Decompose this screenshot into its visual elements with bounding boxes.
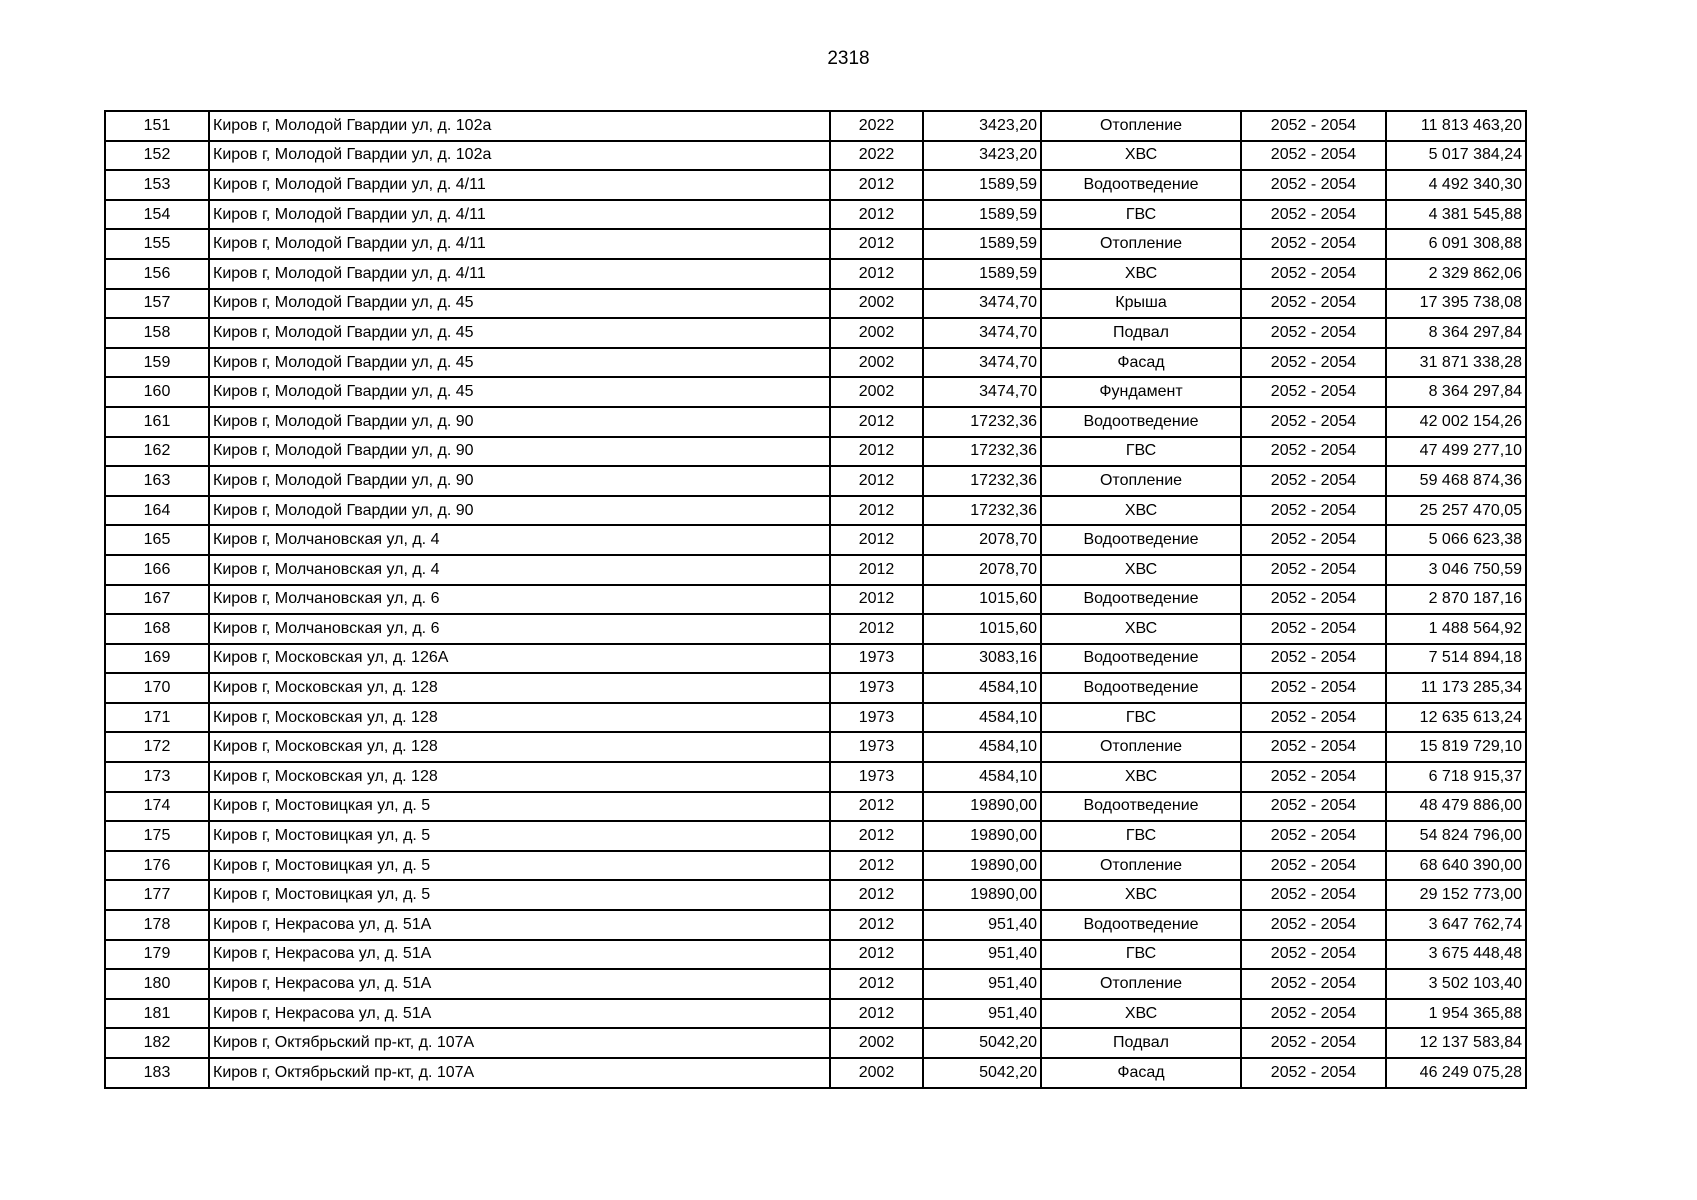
address-cell: Киров г, Московская ул, д. 128: [209, 703, 830, 733]
work-type-cell: ХВС: [1041, 259, 1241, 289]
work-type-cell: Водоотведение: [1041, 525, 1241, 555]
period-cell: 2052 - 2054: [1241, 880, 1386, 910]
cost-cell: 68 640 390,00: [1386, 851, 1526, 881]
year-cell: 2012: [830, 999, 923, 1029]
table-row: [105, 377, 1526, 407]
table-row: [105, 732, 1526, 762]
cost-cell: 46 249 075,28: [1386, 1058, 1526, 1088]
row-number-cell: 164: [105, 496, 209, 526]
row-number-cell: 183: [105, 1058, 209, 1088]
work-type-cell: Фасад: [1041, 1058, 1241, 1088]
cost-cell: 11 813 463,20: [1386, 111, 1526, 141]
period-cell: 2052 - 2054: [1241, 259, 1386, 289]
area-cell: 4584,10: [923, 762, 1041, 792]
year-cell: 1973: [830, 762, 923, 792]
row-number-cell: 167: [105, 585, 209, 615]
area-cell: 17232,36: [923, 407, 1041, 437]
area-cell: 1589,59: [923, 259, 1041, 289]
cost-cell: 3 046 750,59: [1386, 555, 1526, 585]
cost-cell: 3 647 762,74: [1386, 910, 1526, 940]
address-cell: Киров г, Октябрьский пр-кт, д. 107А: [209, 1058, 830, 1088]
row-number-cell: 154: [105, 200, 209, 230]
period-cell: 2052 - 2054: [1241, 555, 1386, 585]
area-cell: 2078,70: [923, 555, 1041, 585]
cost-cell: 15 819 729,10: [1386, 732, 1526, 762]
work-type-cell: ХВС: [1041, 762, 1241, 792]
area-cell: 3423,20: [923, 141, 1041, 171]
row-number-cell: 161: [105, 407, 209, 437]
row-number-cell: 179: [105, 940, 209, 970]
period-cell: 2052 - 2054: [1241, 969, 1386, 999]
row-number-cell: 176: [105, 851, 209, 881]
work-type-cell: Водоотведение: [1041, 910, 1241, 940]
work-type-cell: Водоотведение: [1041, 585, 1241, 615]
area-cell: 3474,70: [923, 348, 1041, 378]
address-cell: Киров г, Октябрьский пр-кт, д. 107А: [209, 1028, 830, 1058]
area-cell: 2078,70: [923, 525, 1041, 555]
area-cell: 1015,60: [923, 585, 1041, 615]
row-number-cell: 162: [105, 437, 209, 467]
address-cell: Киров г, Московская ул, д. 126А: [209, 644, 830, 674]
table-row: [105, 555, 1526, 585]
year-cell: 2012: [830, 940, 923, 970]
work-type-cell: Водоотведение: [1041, 792, 1241, 822]
table-row: [105, 407, 1526, 437]
address-cell: Киров г, Молчановская ул, д. 4: [209, 555, 830, 585]
period-cell: 2052 - 2054: [1241, 614, 1386, 644]
row-number-cell: 182: [105, 1028, 209, 1058]
row-number-cell: 169: [105, 644, 209, 674]
year-cell: 2012: [830, 614, 923, 644]
year-cell: 2012: [830, 229, 923, 259]
period-cell: 2052 - 2054: [1241, 703, 1386, 733]
period-cell: 2052 - 2054: [1241, 644, 1386, 674]
year-cell: 2002: [830, 318, 923, 348]
row-number-cell: 157: [105, 289, 209, 319]
cost-cell: 12 137 583,84: [1386, 1028, 1526, 1058]
work-type-cell: Отопление: [1041, 732, 1241, 762]
work-type-cell: Отопление: [1041, 229, 1241, 259]
work-type-cell: ХВС: [1041, 141, 1241, 171]
year-cell: 2002: [830, 377, 923, 407]
table-row: [105, 792, 1526, 822]
period-cell: 2052 - 2054: [1241, 792, 1386, 822]
row-number-cell: 152: [105, 141, 209, 171]
period-cell: 2052 - 2054: [1241, 170, 1386, 200]
cost-cell: 4 492 340,30: [1386, 170, 1526, 200]
year-cell: 2012: [830, 170, 923, 200]
address-cell: Киров г, Московская ул, д. 128: [209, 732, 830, 762]
period-cell: 2052 - 2054: [1241, 318, 1386, 348]
row-number-cell: 159: [105, 348, 209, 378]
year-cell: 2012: [830, 259, 923, 289]
period-cell: 2052 - 2054: [1241, 940, 1386, 970]
cost-cell: 54 824 796,00: [1386, 821, 1526, 851]
cost-cell: 3 675 448,48: [1386, 940, 1526, 970]
address-cell: Киров г, Молодой Гвардии ул, д. 102а: [209, 111, 830, 141]
address-cell: Киров г, Мостовицкая ул, д. 5: [209, 851, 830, 881]
period-cell: 2052 - 2054: [1241, 437, 1386, 467]
row-number-cell: 163: [105, 466, 209, 496]
year-cell: 2002: [830, 289, 923, 319]
work-type-cell: ГВС: [1041, 821, 1241, 851]
period-cell: 2052 - 2054: [1241, 348, 1386, 378]
table-row: [105, 703, 1526, 733]
table-row: [105, 644, 1526, 674]
year-cell: 2002: [830, 1058, 923, 1088]
year-cell: 2012: [830, 880, 923, 910]
work-type-cell: Крыша: [1041, 289, 1241, 319]
work-type-cell: Отопление: [1041, 111, 1241, 141]
area-cell: 19890,00: [923, 880, 1041, 910]
address-cell: Киров г, Мостовицкая ул, д. 5: [209, 821, 830, 851]
period-cell: 2052 - 2054: [1241, 851, 1386, 881]
area-cell: 3474,70: [923, 289, 1041, 319]
table-row: [105, 673, 1526, 703]
table-row: [105, 762, 1526, 792]
row-number-cell: 170: [105, 673, 209, 703]
row-number-cell: 160: [105, 377, 209, 407]
row-number-cell: 156: [105, 259, 209, 289]
area-cell: 5042,20: [923, 1028, 1041, 1058]
year-cell: 2012: [830, 792, 923, 822]
row-number-cell: 180: [105, 969, 209, 999]
period-cell: 2052 - 2054: [1241, 1028, 1386, 1058]
table-row: [105, 229, 1526, 259]
year-cell: 2012: [830, 555, 923, 585]
row-number-cell: 178: [105, 910, 209, 940]
cost-cell: 12 635 613,24: [1386, 703, 1526, 733]
address-cell: Киров г, Некрасова ул, д. 51А: [209, 910, 830, 940]
area-cell: 4584,10: [923, 732, 1041, 762]
work-type-cell: ГВС: [1041, 703, 1241, 733]
table-row: [105, 585, 1526, 615]
row-number-cell: 181: [105, 999, 209, 1029]
year-cell: 2022: [830, 141, 923, 171]
address-cell: Киров г, Молодой Гвардии ул, д. 4/11: [209, 259, 830, 289]
work-type-cell: Подвал: [1041, 1028, 1241, 1058]
table-row: [105, 880, 1526, 910]
address-cell: Киров г, Молчановская ул, д. 6: [209, 614, 830, 644]
address-cell: Киров г, Московская ул, д. 128: [209, 673, 830, 703]
page-number: 2318: [827, 48, 870, 69]
address-cell: Киров г, Молодой Гвардии ул, д. 4/11: [209, 229, 830, 259]
row-number-cell: 165: [105, 525, 209, 555]
year-cell: 1973: [830, 732, 923, 762]
table-row: [105, 318, 1526, 348]
cost-cell: 2 329 862,06: [1386, 259, 1526, 289]
area-cell: 3474,70: [923, 318, 1041, 348]
work-type-cell: ГВС: [1041, 200, 1241, 230]
work-type-cell: ГВС: [1041, 437, 1241, 467]
row-number-cell: 155: [105, 229, 209, 259]
cost-cell: 17 395 738,08: [1386, 289, 1526, 319]
year-cell: 2012: [830, 910, 923, 940]
period-cell: 2052 - 2054: [1241, 200, 1386, 230]
area-cell: 3423,20: [923, 111, 1041, 141]
year-cell: 2022: [830, 111, 923, 141]
period-cell: 2052 - 2054: [1241, 673, 1386, 703]
area-cell: 3083,16: [923, 644, 1041, 674]
table-row: [105, 170, 1526, 200]
work-type-cell: ХВС: [1041, 999, 1241, 1029]
table-row: [105, 614, 1526, 644]
period-cell: 2052 - 2054: [1241, 732, 1386, 762]
work-type-cell: Водоотведение: [1041, 407, 1241, 437]
area-cell: 19890,00: [923, 792, 1041, 822]
address-cell: Киров г, Молодой Гвардии ул, д. 102а: [209, 141, 830, 171]
address-cell: Киров г, Молодой Гвардии ул, д. 4/11: [209, 170, 830, 200]
table-row: [105, 141, 1526, 171]
address-cell: Киров г, Молодой Гвардии ул, д. 45: [209, 289, 830, 319]
address-cell: Киров г, Молчановская ул, д. 4: [209, 525, 830, 555]
cost-cell: 42 002 154,26: [1386, 407, 1526, 437]
table-row: [105, 1028, 1526, 1058]
cost-cell: 29 152 773,00: [1386, 880, 1526, 910]
cost-cell: 4 381 545,88: [1386, 200, 1526, 230]
row-number-cell: 171: [105, 703, 209, 733]
area-cell: 951,40: [923, 940, 1041, 970]
period-cell: 2052 - 2054: [1241, 407, 1386, 437]
area-cell: 19890,00: [923, 821, 1041, 851]
work-type-cell: Фундамент: [1041, 377, 1241, 407]
area-cell: 1589,59: [923, 229, 1041, 259]
area-cell: 1015,60: [923, 614, 1041, 644]
address-cell: Киров г, Молодой Гвардии ул, д. 90: [209, 466, 830, 496]
cost-cell: 1 488 564,92: [1386, 614, 1526, 644]
table-row: [105, 200, 1526, 230]
address-cell: Киров г, Мостовицкая ул, д. 5: [209, 792, 830, 822]
row-number-cell: 172: [105, 732, 209, 762]
period-cell: 2052 - 2054: [1241, 496, 1386, 526]
period-cell: 2052 - 2054: [1241, 141, 1386, 171]
period-cell: 2052 - 2054: [1241, 111, 1386, 141]
cost-cell: 6 091 308,88: [1386, 229, 1526, 259]
work-type-cell: ХВС: [1041, 614, 1241, 644]
cost-cell: 5 066 623,38: [1386, 525, 1526, 555]
year-cell: 2012: [830, 969, 923, 999]
address-cell: Киров г, Молодой Гвардии ул, д. 45: [209, 377, 830, 407]
work-type-cell: Отопление: [1041, 969, 1241, 999]
cost-cell: 7 514 894,18: [1386, 644, 1526, 674]
area-cell: 951,40: [923, 910, 1041, 940]
year-cell: 2012: [830, 585, 923, 615]
work-type-cell: ХВС: [1041, 496, 1241, 526]
table-row: [105, 466, 1526, 496]
work-type-cell: Отопление: [1041, 466, 1241, 496]
area-cell: 5042,20: [923, 1058, 1041, 1088]
year-cell: 2012: [830, 407, 923, 437]
register-body: [105, 111, 1526, 1088]
year-cell: 2002: [830, 348, 923, 378]
table-row: [105, 821, 1526, 851]
work-type-cell: Подвал: [1041, 318, 1241, 348]
address-cell: Киров г, Мостовицкая ул, д. 5: [209, 880, 830, 910]
year-cell: 2012: [830, 466, 923, 496]
register-table: [104, 110, 1527, 1089]
period-cell: 2052 - 2054: [1241, 377, 1386, 407]
cost-cell: 31 871 338,28: [1386, 348, 1526, 378]
year-cell: 2012: [830, 496, 923, 526]
area-cell: 17232,36: [923, 496, 1041, 526]
work-type-cell: ХВС: [1041, 880, 1241, 910]
year-cell: 2012: [830, 821, 923, 851]
cost-cell: 6 718 915,37: [1386, 762, 1526, 792]
year-cell: 2012: [830, 525, 923, 555]
row-number-cell: 173: [105, 762, 209, 792]
work-type-cell: Отопление: [1041, 851, 1241, 881]
work-type-cell: Водоотведение: [1041, 673, 1241, 703]
table-row: [105, 851, 1526, 881]
area-cell: 1589,59: [923, 200, 1041, 230]
area-cell: 17232,36: [923, 437, 1041, 467]
period-cell: 2052 - 2054: [1241, 229, 1386, 259]
period-cell: 2052 - 2054: [1241, 585, 1386, 615]
table-row: [105, 259, 1526, 289]
table-row: [105, 910, 1526, 940]
address-cell: Киров г, Московская ул, д. 128: [209, 762, 830, 792]
year-cell: 1973: [830, 673, 923, 703]
row-number-cell: 177: [105, 880, 209, 910]
address-cell: Киров г, Некрасова ул, д. 51А: [209, 940, 830, 970]
table-row: [105, 437, 1526, 467]
work-type-cell: ГВС: [1041, 940, 1241, 970]
cost-cell: 25 257 470,05: [1386, 496, 1526, 526]
area-cell: 17232,36: [923, 466, 1041, 496]
cost-cell: 3 502 103,40: [1386, 969, 1526, 999]
period-cell: 2052 - 2054: [1241, 466, 1386, 496]
cost-cell: 8 364 297,84: [1386, 377, 1526, 407]
address-cell: Киров г, Молодой Гвардии ул, д. 90: [209, 496, 830, 526]
work-type-cell: Водоотведение: [1041, 170, 1241, 200]
address-cell: Киров г, Молодой Гвардии ул, д. 4/11: [209, 200, 830, 230]
year-cell: 1973: [830, 644, 923, 674]
year-cell: 2002: [830, 1028, 923, 1058]
table-row: [105, 348, 1526, 378]
table-row: [105, 111, 1526, 141]
table-row: [105, 969, 1526, 999]
row-number-cell: 168: [105, 614, 209, 644]
row-number-cell: 158: [105, 318, 209, 348]
address-cell: Киров г, Некрасова ул, д. 51А: [209, 999, 830, 1029]
area-cell: 951,40: [923, 999, 1041, 1029]
area-cell: 19890,00: [923, 851, 1041, 881]
period-cell: 2052 - 2054: [1241, 289, 1386, 319]
address-cell: Киров г, Некрасова ул, д. 51А: [209, 969, 830, 999]
table-row: [105, 289, 1526, 319]
cost-cell: 48 479 886,00: [1386, 792, 1526, 822]
work-type-cell: ХВС: [1041, 555, 1241, 585]
address-cell: Киров г, Молодой Гвардии ул, д. 45: [209, 348, 830, 378]
row-number-cell: 166: [105, 555, 209, 585]
cost-cell: 2 870 187,16: [1386, 585, 1526, 615]
table-row: [105, 496, 1526, 526]
address-cell: Киров г, Молодой Гвардии ул, д. 90: [209, 437, 830, 467]
period-cell: 2052 - 2054: [1241, 762, 1386, 792]
cost-cell: 59 468 874,36: [1386, 466, 1526, 496]
period-cell: 2052 - 2054: [1241, 1058, 1386, 1088]
cost-cell: 8 364 297,84: [1386, 318, 1526, 348]
cost-cell: 1 954 365,88: [1386, 999, 1526, 1029]
address-cell: Киров г, Молодой Гвардии ул, д. 90: [209, 407, 830, 437]
period-cell: 2052 - 2054: [1241, 910, 1386, 940]
area-cell: 3474,70: [923, 377, 1041, 407]
year-cell: 1973: [830, 703, 923, 733]
row-number-cell: 151: [105, 111, 209, 141]
work-type-cell: Фасад: [1041, 348, 1241, 378]
row-number-cell: 153: [105, 170, 209, 200]
area-cell: 1589,59: [923, 170, 1041, 200]
address-cell: Киров г, Молчановская ул, д. 6: [209, 585, 830, 615]
period-cell: 2052 - 2054: [1241, 999, 1386, 1029]
period-cell: 2052 - 2054: [1241, 525, 1386, 555]
table-row: [105, 1058, 1526, 1088]
table-row: [105, 999, 1526, 1029]
year-cell: 2012: [830, 851, 923, 881]
cost-cell: 47 499 277,10: [1386, 437, 1526, 467]
address-cell: Киров г, Молодой Гвардии ул, д. 45: [209, 318, 830, 348]
period-cell: 2052 - 2054: [1241, 821, 1386, 851]
cost-cell: 5 017 384,24: [1386, 141, 1526, 171]
row-number-cell: 174: [105, 792, 209, 822]
table-row: [105, 525, 1526, 555]
work-type-cell: Водоотведение: [1041, 644, 1241, 674]
table-row: [105, 940, 1526, 970]
year-cell: 2012: [830, 200, 923, 230]
row-number-cell: 175: [105, 821, 209, 851]
area-cell: 4584,10: [923, 703, 1041, 733]
year-cell: 2012: [830, 437, 923, 467]
area-cell: 951,40: [923, 969, 1041, 999]
area-cell: 4584,10: [923, 673, 1041, 703]
cost-cell: 11 173 285,34: [1386, 673, 1526, 703]
